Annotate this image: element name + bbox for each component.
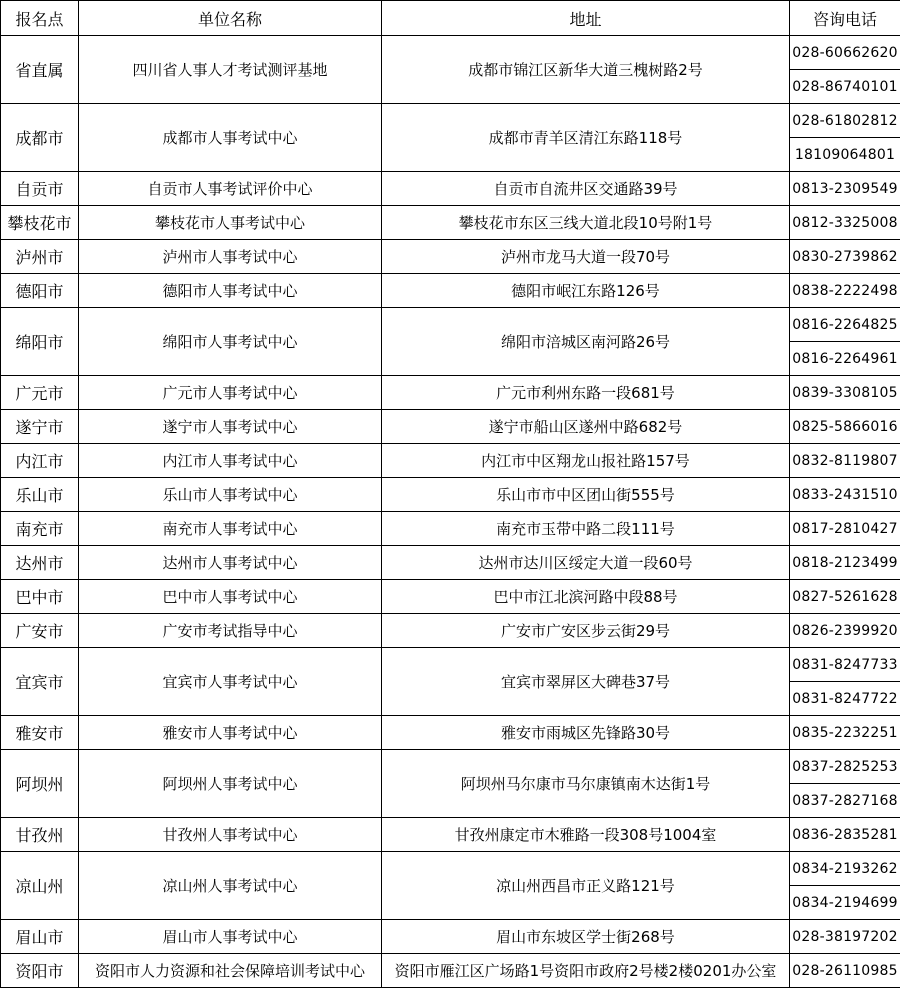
site-cell: 绵阳市 [1,308,79,376]
unit-name-cell: 泸州市人事考试中心 [79,240,382,274]
site-cell: 自贡市 [1,172,79,206]
unit-name-cell: 广元市人事考试中心 [79,376,382,410]
phone-cell: 028-38197202 [790,920,900,954]
phone-cell: 0825-5866016 [790,410,900,444]
phone-cell: 0836-2835281 [790,818,900,852]
table-body [1,36,900,988]
unit-name-cell: 成都市人事考试中心 [79,104,382,172]
site-cell: 乐山市 [1,478,79,512]
unit-name-cell: 南充市人事考试中心 [79,512,382,546]
table-row [1,444,900,478]
phone-cell: 0816-2264961 [790,342,900,376]
address-cell: 遂宁市船山区遂州中路682号 [382,410,790,444]
address-cell: 泸州市龙马大道一段70号 [382,240,790,274]
table-row [1,818,900,852]
unit-name-cell: 巴中市人事考试中心 [79,580,382,614]
unit-name-cell: 绵阳市人事考试中心 [79,308,382,376]
address-cell: 成都市锦江区新华大道三槐树路2号 [382,36,790,104]
table-row [1,376,900,410]
table-row [1,648,900,682]
table-row [1,716,900,750]
table-row [1,920,900,954]
unit-name-cell: 德阳市人事考试中心 [79,274,382,308]
address-cell: 广安市广安区步云街29号 [382,614,790,648]
phone-cell: 0826-2399920 [790,614,900,648]
site-cell: 达州市 [1,546,79,580]
table-row [1,512,900,546]
site-cell: 凉山州 [1,852,79,920]
site-cell: 广安市 [1,614,79,648]
table-row [1,852,900,886]
table-row [1,546,900,580]
unit-name-cell: 遂宁市人事考试中心 [79,410,382,444]
phone-cell: 0831-8247733 [790,648,900,682]
phone-cell: 0830-2739862 [790,240,900,274]
address-cell: 眉山市东坡区学士街268号 [382,920,790,954]
address-cell: 乐山市市中区团山街555号 [382,478,790,512]
address-cell: 宜宾市翠屏区大碑巷37号 [382,648,790,716]
table-row [1,954,900,988]
phone-cell: 028-86740101 [790,70,900,104]
unit-name-cell: 资阳市人力资源和社会保障培训考试中心 [79,954,382,988]
site-cell: 攀枝花市 [1,206,79,240]
phone-cell: 0817-2810427 [790,512,900,546]
unit-name-cell: 自贡市人事考试评价中心 [79,172,382,206]
site-cell: 眉山市 [1,920,79,954]
address-cell: 南充市玉带中路二段111号 [382,512,790,546]
phone-cell: 0816-2264825 [790,308,900,342]
table-row [1,750,900,784]
address-cell: 成都市青羊区清江东路118号 [382,104,790,172]
unit-name-cell: 甘孜州人事考试中心 [79,818,382,852]
phone-cell: 0838-2222498 [790,274,900,308]
phone-cell: 0834-2194699 [790,886,900,920]
site-cell: 广元市 [1,376,79,410]
site-cell: 宜宾市 [1,648,79,716]
site-cell: 德阳市 [1,274,79,308]
unit-name-cell: 宜宾市人事考试中心 [79,648,382,716]
site-cell: 省直属 [1,36,79,104]
site-cell: 雅安市 [1,716,79,750]
phone-cell: 0837-2827168 [790,784,900,818]
phone-cell: 0832-8119807 [790,444,900,478]
address-cell: 达州市达川区绥定大道一段60号 [382,546,790,580]
address-cell: 绵阳市涪城区南河路26号 [382,308,790,376]
table-header [1,1,900,36]
unit-name-cell: 达州市人事考试中心 [79,546,382,580]
unit-name-cell: 凉山州人事考试中心 [79,852,382,920]
unit-name-cell: 乐山市人事考试中心 [79,478,382,512]
unit-name-cell: 眉山市人事考试中心 [79,920,382,954]
phone-cell: 028-26110985 [790,954,900,988]
address-cell: 广元市利州东路一段681号 [382,376,790,410]
phone-cell: 028-61802812 [790,104,900,138]
table-row [1,104,900,138]
table-row [1,478,900,512]
phone-cell: 0831-8247722 [790,682,900,716]
table-row [1,580,900,614]
phone-cell: 0837-2825253 [790,750,900,784]
phone-cell: 0818-2123499 [790,546,900,580]
site-cell: 成都市 [1,104,79,172]
site-cell: 巴中市 [1,580,79,614]
header-site: 报名点 [1,1,79,36]
phone-cell: 0835-2232251 [790,716,900,750]
address-cell: 巴中市江北滨河路中段88号 [382,580,790,614]
phone-cell: 0834-2193262 [790,852,900,886]
header-address: 地址 [382,1,790,36]
header-row [1,1,900,36]
address-cell: 甘孜州康定市木雅路一段308号1004室 [382,818,790,852]
address-cell: 凉山州西昌市正义路121号 [382,852,790,920]
header-phone: 咨询电话 [790,1,900,36]
phone-cell: 0833-2431510 [790,478,900,512]
phone-cell: 0839-3308105 [790,376,900,410]
site-cell: 资阳市 [1,954,79,988]
unit-name-cell: 内江市人事考试中心 [79,444,382,478]
table-row [1,172,900,206]
unit-name-cell: 广安市考试指导中心 [79,614,382,648]
header-unit: 单位名称 [79,1,382,36]
unit-name-cell: 雅安市人事考试中心 [79,716,382,750]
address-cell: 资阳市雁江区广场路1号资阳市政府2号楼2楼0201办公室 [382,954,790,988]
site-cell: 泸州市 [1,240,79,274]
address-cell: 雅安市雨城区先锋路30号 [382,716,790,750]
table-row [1,206,900,240]
phone-cell: 18109064801 [790,138,900,172]
unit-name-cell: 四川省人事人才考试测评基地 [79,36,382,104]
phone-cell: 0812-3325008 [790,206,900,240]
site-cell: 甘孜州 [1,818,79,852]
table-row [1,410,900,444]
address-cell: 自贡市自流井区交通路39号 [382,172,790,206]
phone-cell: 028-60662620 [790,36,900,70]
site-cell: 阿坝州 [1,750,79,818]
unit-name-cell: 攀枝花市人事考试中心 [79,206,382,240]
unit-name-cell: 阿坝州人事考试中心 [79,750,382,818]
table-row [1,240,900,274]
site-cell: 南充市 [1,512,79,546]
phone-cell: 0827-5261628 [790,580,900,614]
address-cell: 内江市中区翔龙山报社路157号 [382,444,790,478]
site-cell: 遂宁市 [1,410,79,444]
table-row [1,274,900,308]
address-cell: 德阳市岷江东路126号 [382,274,790,308]
address-cell: 阿坝州马尔康市马尔康镇南木达街1号 [382,750,790,818]
phone-cell: 0813-2309549 [790,172,900,206]
table-row [1,36,900,70]
table-row [1,614,900,648]
address-cell: 攀枝花市东区三线大道北段10号附1号 [382,206,790,240]
table-row [1,308,900,342]
site-cell: 内江市 [1,444,79,478]
